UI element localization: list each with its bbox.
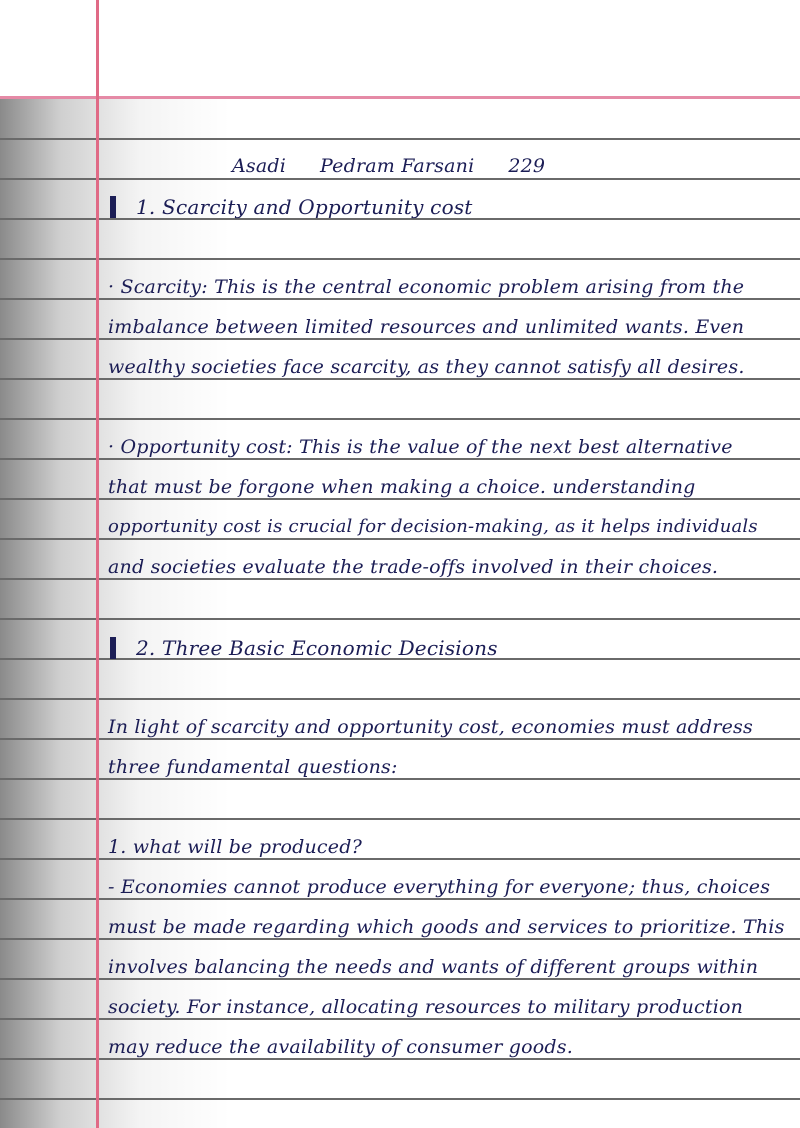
intro-line-1: In light of scarcity and opportunity cost, economies must address	[108, 716, 753, 738]
page-number: 229	[508, 155, 546, 177]
question-1: 1. what will be produced?	[108, 836, 362, 858]
opportunity-line-1: · Opportunity cost: This is the value of the next best alternative	[108, 436, 733, 458]
ruled-line	[0, 618, 800, 620]
scarcity-line-3: wealthy societies face scarcity, as they cannot satisfy all desires.	[108, 356, 745, 378]
header-rule	[0, 96, 800, 99]
section-2-heading: 2. Three Basic Economic Decisions	[136, 636, 498, 660]
scarcity-line-1: · Scarcity: This is the central economic problem arising from the	[108, 276, 745, 298]
opportunity-line-4: and societies evaluate the trade-offs involved in their choices.	[108, 556, 719, 578]
margin-line	[96, 0, 99, 1128]
intro-line-2: three fundamental questions:	[108, 756, 398, 778]
opportunity-line-3: opportunity cost is crucial for decision-making, as it helps individuals	[108, 516, 758, 537]
top-margin	[0, 0, 800, 98]
ruled-line	[0, 138, 800, 140]
heading-bar-icon	[110, 637, 116, 659]
scarcity-line-2: imbalance between limited resources and unlimited wants. Even	[108, 316, 745, 338]
author-surname: Pedram Farsani	[320, 155, 475, 177]
opportunity-line-2: that must be forgone when making a choice. understanding	[108, 476, 696, 498]
page-header	[232, 154, 572, 178]
section-1-heading: 1. Scarcity and Opportunity cost	[136, 195, 473, 219]
answer-line-3: involves balancing the needs and wants of different groups within	[108, 956, 759, 978]
answer-line-2: must be made regarding which goods and services to prioritize. This	[108, 916, 785, 938]
answer-line-5: may reduce the availability of consumer goods.	[108, 1036, 573, 1058]
ruled-line	[0, 258, 800, 260]
ruled-line	[0, 818, 800, 820]
ruled-line	[0, 698, 800, 700]
ruled-line	[0, 178, 800, 180]
answer-line-4: society. For instance, allocating resources to military production	[108, 996, 744, 1018]
answer-line-1: - Economies cannot produce everything for everyone; thus, choices	[108, 876, 771, 898]
ruled-line	[0, 418, 800, 420]
author-first-name: Asadi	[232, 155, 287, 177]
ruled-line	[0, 1098, 800, 1100]
heading-bar-icon	[110, 196, 116, 218]
